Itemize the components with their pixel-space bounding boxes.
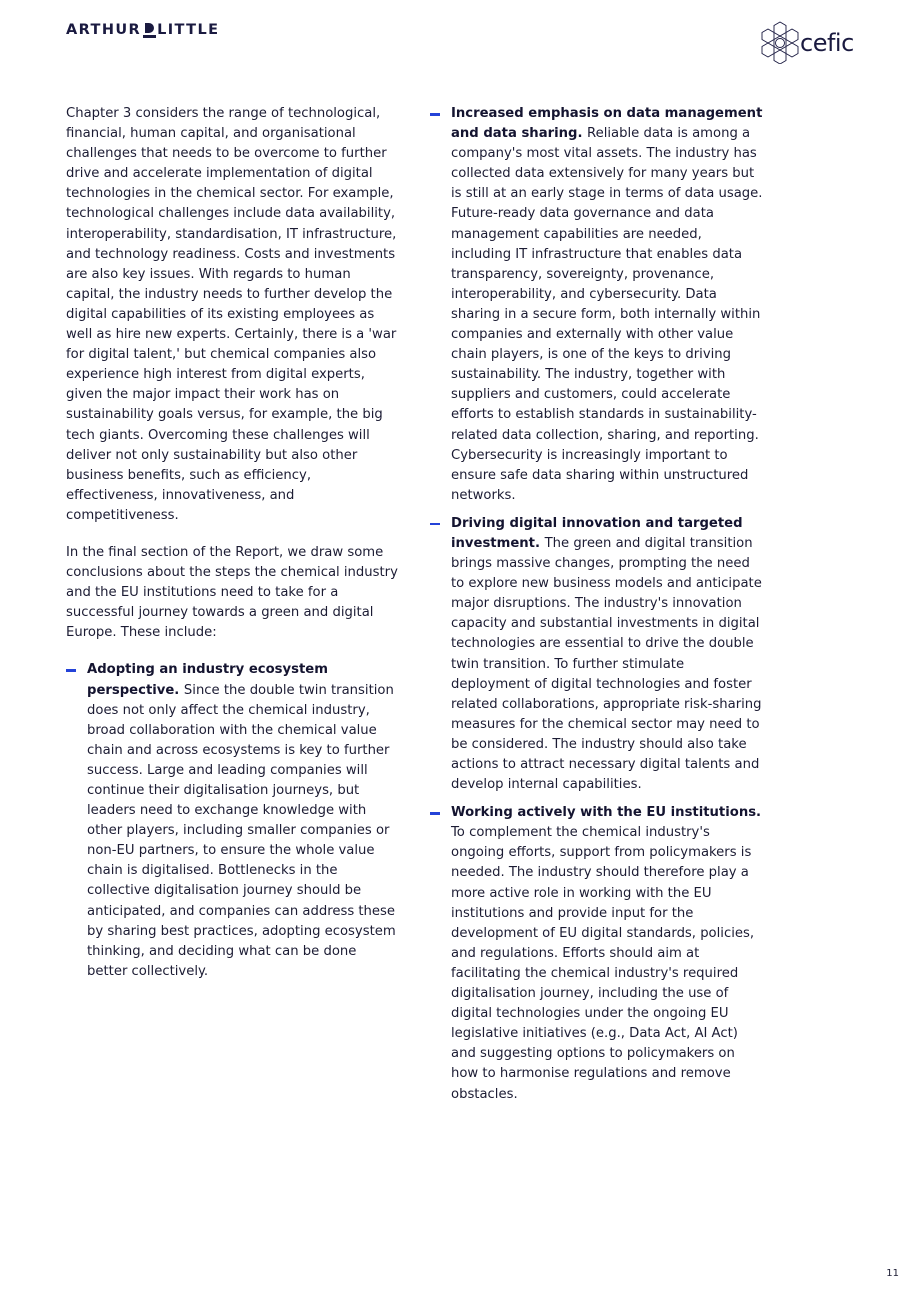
right-column <box>430 104 766 1113</box>
right-bullet-list <box>430 104 766 1105</box>
list-item <box>430 803 766 1104</box>
list-item-text: To complement the chemical industry's ongoing efforts, support from policymakers is needed. The industry should therefore play a more active role in working with the EU institutions and provide input for the development of EU digital standards, policies, and regulations. Efforts should aim at facilitating the chemical industry's required digitalisation journey, including the use of digital technologies under the ongoing EU legislative initiatives (e.g., Data Act, AI Act) and suggesting options to policymakers on how to harmonise regulations and remove obstacles. <box>451 825 755 1102</box>
list-item-title: Working actively with the EU institutions. <box>451 805 762 821</box>
conclusion-paragraph: In the final section of the Report, we draw some conclusions about the steps the chemical industry and the EU institutions need to take for a successful journey towards a green and digital Europe. These include: <box>66 544 398 641</box>
list-item-title: Increased emphasis on data management and data sharing. <box>451 106 763 142</box>
left-bullet-list <box>66 660 400 982</box>
list-item-title: Driving digital innovation and targeted investment. <box>451 515 743 551</box>
cefic-wordmark: cefic <box>800 29 854 57</box>
arthur-little-mark-icon <box>143 22 156 38</box>
dash-bullet-icon <box>430 113 440 116</box>
list-item-text: Reliable data is among a company's most vital assets. The industry has collected data extensively for many years but is still at an early stage in terms of data usage. Future-ready data governance and data management capabilities are needed, including IT infrastructure that enables data transparency, sovereignty, provenance, interoperability, and cybersecurity. Data sharing in a secure form, both internally within companies and externally with other value chain players, is one of the keys to driving sustainability. The industry, together with suppliers and customers, could accelerate efforts to establish standards in sustainability-related data collection, sharing, and reporting. Cybersecurity is increasingly important to ensure safe data sharing within unstructured networks. <box>451 126 763 503</box>
list-item-title: Adopting an industry ecosystem perspective. <box>87 662 328 698</box>
list-item-text: The green and digital transition brings massive changes, prompting the need to explore new business models and anticipate major disruptions. The industry's innovation capacity and substantial investments in digital technologies are essential to drive the double twin transition. To further stimulate deployment of digital technologies and foster related collaborations, appropriate risk-sharing measures for the chemical sector may need to be considered. The industry should also take actions to attract necessary digital talents and develop internal capabilities. <box>451 535 762 793</box>
arthur-little-logo <box>66 22 219 38</box>
logo-text-little: LITTLE <box>157 22 220 38</box>
list-item <box>430 104 766 506</box>
logo-text-arthur: ARTHUR <box>66 22 142 38</box>
dash-bullet-icon <box>430 523 440 526</box>
page-number: 11 <box>886 1268 899 1279</box>
cefic-hexagon-icon <box>758 20 802 68</box>
list-item-text: Since the double twin transition does not only affect the chemical industry, broad collaboration with the chemical value chain and across ecosystems is key to further success. Large and leading companies will continue their digitalisation journeys, but leaders need to exchange knowledge with other players, including smaller companies or non-EU partners, to ensure the whole value chain is digitalised. Bottlenecks in the collective digitalisation journey should be anticipated, and companies can address these by sharing best practices, adopting ecosystem thinking, and deciding what can be done better collectively. <box>87 682 396 979</box>
list-item <box>66 660 400 982</box>
intro-paragraph: Chapter 3 considers the range of technological, financial, human capital, and organisational challenges that needs to be overcome to further drive and accelerate implementation of digital technologies in the chemical sector. For example, technological challenges include data availability, interoperability, standardisation, IT infrastructure, and technology readiness. Costs and investments are also key issues. With regards to human capital, the industry needs to further develop the digital capabilities of its existing employees as well as hire new experts. Certainly, there is a 'war for digital talent,' but chemical companies also experience high interest from digital experts, given the major impact their work has on sustainability goals versus, for example, the big tech giants. Overcoming these challenges will deliver not only sustainability but also other business benefits, such as efficiency, effectiveness, innovativeness, and competitiveness. <box>66 106 397 523</box>
left-column <box>66 104 400 990</box>
cefic-logo <box>758 20 854 68</box>
list-item <box>430 514 766 795</box>
dash-bullet-icon <box>430 812 440 815</box>
dash-bullet-icon <box>66 669 76 672</box>
